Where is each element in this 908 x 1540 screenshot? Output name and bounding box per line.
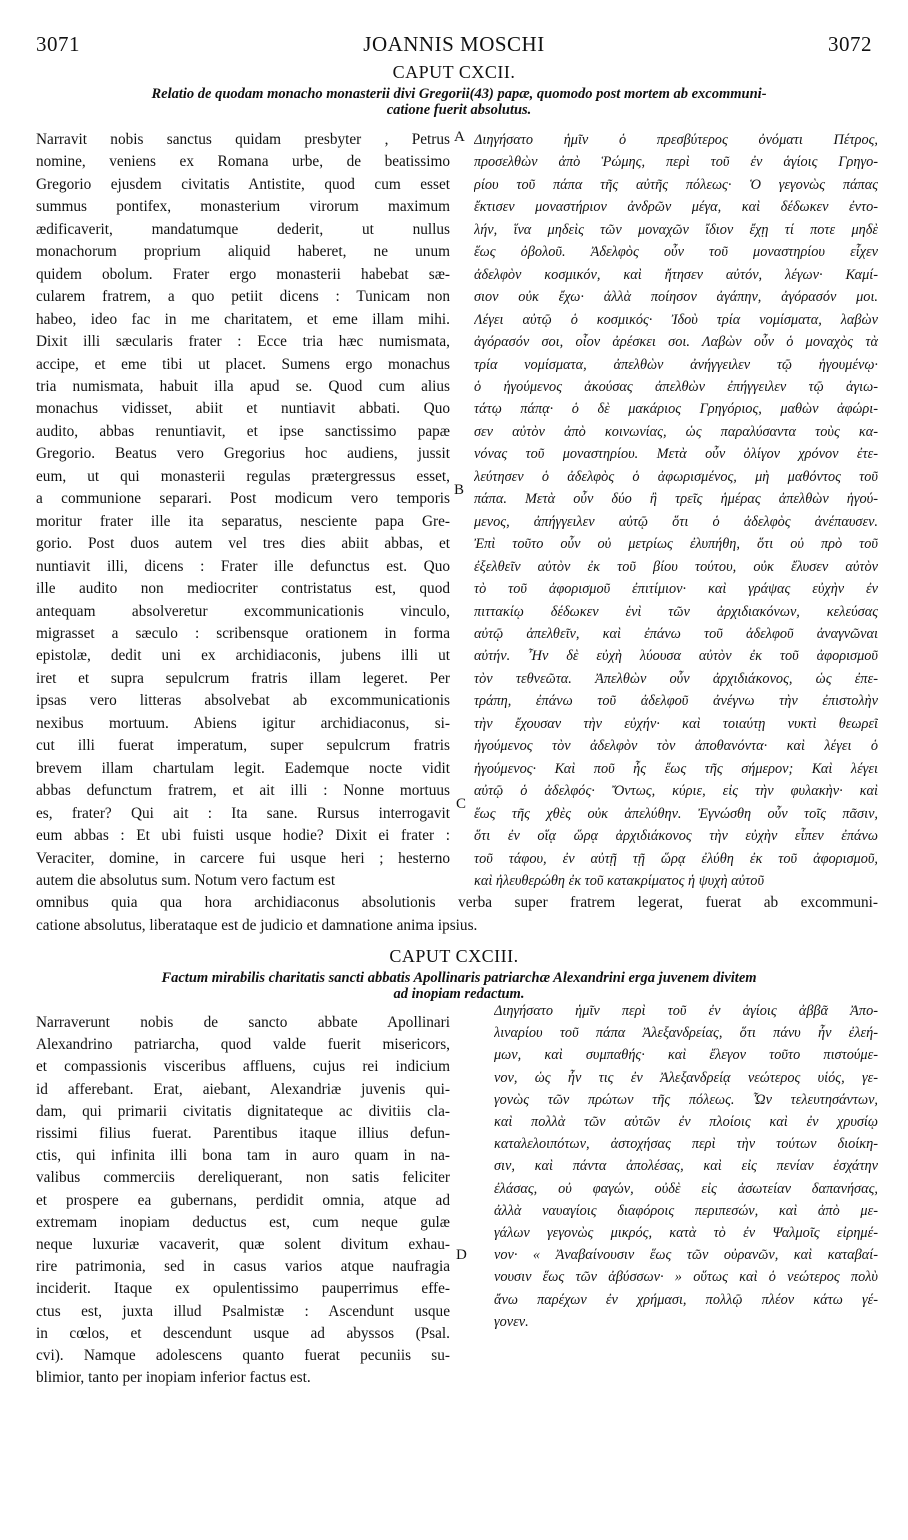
text-line: brevem illam chartulam legit. Eademque nocte vidit [36, 759, 450, 777]
text-line: λιναρίου τοῦ πάπα Ἀλεξανδρείας, ὅτι πάνυ ἦν ἐλεή- [494, 1025, 878, 1042]
text-line: omnibus quia qua hora archidiaconus absolutionis verba super fratrem legerat, fuerat ab excommuni- [36, 894, 878, 911]
text-line: Dixit illi sæcularis frater : Ecce tria hæc numismata, [36, 333, 450, 351]
latin-column [36, 129, 450, 892]
chapter-title-192 [40, 86, 878, 118]
text-line: eum, ut qui monasterii regulas prætergressus esset, [36, 467, 450, 485]
text-line: catione absolutus, liberataque est de judicio et damnatione anima ipsius. [36, 916, 478, 934]
text-line: ædificaverit, mandatumque dederit, ut nullus [36, 220, 450, 238]
text-line: gorio. Post duos autem vel tres dies abiit abbas, et [36, 535, 450, 553]
text-line: epistolæ, dedit uni ex archidiaconis, jubens illi ut [36, 647, 450, 665]
text-line: Narraverunt nobis de sancto abbate Apollinari [36, 1014, 450, 1031]
text-line: νον· « Ἀναβαίνουσιν ἕως τῶν οὐρανῶν, καὶ καταβαί- [494, 1247, 878, 1264]
running-title: JOANNIS MOSCHI [363, 32, 545, 56]
text-line: Veraciter, domine, in carcere fui usque heri ; hesterno [36, 849, 450, 867]
running-header [36, 32, 872, 56]
margin-letter-c: C [456, 796, 467, 812]
text-line: ctus est, juxta illud Psalmistæ : Ascendunt usque [36, 1302, 450, 1320]
text-line: αὐτήν. Ἦν δὲ εὐχὴ λύουσα αὐτὸν ἐκ τοῦ ἀφορισμοῦ [474, 648, 878, 665]
margin-letter-b: B [454, 482, 465, 498]
text-line: ἀγόρασόν σοι, οἷον ἀρέσκει σοι. Λαβὼν οὖν ὁ μοναχὸς τὰ [474, 334, 878, 351]
text-line: et compassionis visceribus affluens, cujus rei indicium [36, 1058, 450, 1076]
chapter-title-line: ad inopiam redactum. [393, 986, 525, 1002]
text-line: προσελθὼν ἀπὸ Ῥώμης, περὶ τοῦ ἐν ἁγίοις Γρηγο- [474, 154, 878, 171]
text-line: ἐξελθεῖν αὐτὸν ἐκ τοῦ βίου τούτου, οὐκ ἔλυσεν αὐτὸν [474, 558, 878, 575]
text-line: ἄνω παρέχων ἐν χρήμασι, πολλῷ πλέον κάτω γέ- [494, 1291, 878, 1308]
text-line: σεν αὐτὸν ἀπὸ κοινωνίας, ὡς παραλύσαντα τοὺς κα- [474, 423, 878, 440]
text-line: cut illi fuerat imperatum, super sepulcrum fratris [36, 737, 450, 755]
text-line: νον, ὡς ἦν τις ἐν Ἀλεξανδρείᾳ νεώτερος υἱός, γε- [494, 1069, 878, 1086]
text-line: Ἐπὶ τοῦτο οὖν οὐ μετρίως ἐλυπήθη, ὅτι οὐ πρὸ τοῦ [474, 536, 878, 553]
text-line: nuntiavit illi, dicens : Frater ille defunctus est. Quo [36, 557, 450, 575]
text-line: antequam absolveretur excommunicationis vinculo, [36, 602, 450, 620]
text-line: καὶ ἠλευθερώθη ἐκ τοῦ κατακρίματος ἡ ψυχὴ αὐτοῦ [474, 872, 765, 889]
text-line: μων, καὶ συμπαθής· καὶ ἔλεγον τοῦτο πιστούμε- [494, 1047, 878, 1064]
text-line: ἀδελφὸν κοσμικόν, καὶ ἤτησεν αὐτόν, λέγων· Καμί- [474, 266, 878, 283]
text-line: τὸν τεθνεῶτα. Ἀπελθὼν οὖν ἀρχιδιάκονος, ὡς ἐπε- [474, 670, 878, 687]
latin-column [36, 1012, 450, 1389]
text-line: Gregorio ejusdem civitatis Antistite, quod cum esset [36, 175, 450, 193]
text-line: ἡγούμενος· Καὶ ποῦ ἧς ἕως τῆς σήμερον; Καὶ λέγει [474, 760, 878, 777]
text-line: id afferebant. Erat, aiebant, Alexandriæ juvenis qui- [36, 1080, 450, 1098]
text-line: accipe, et eme tibi ut placet. Sumens ergo monachus [36, 355, 450, 373]
text-line: μενος, ἀπήγγειλεν αὐτῷ ὅτι ὁ ἀδελφὸς ἀνέπαυσεν. [474, 513, 878, 530]
text-line: summus pontifex, monasterium virorum maximum [36, 198, 450, 216]
text-line: σιν, καὶ πάντα ἀπολέσας, καὶ εἰς πενίαν ἐσχάτην [494, 1158, 878, 1175]
text-line: rire patrimonia, sed in casus varios atque naufragia [36, 1258, 450, 1276]
text-line: τὸ τοῦ ἀφορισμοῦ ἐπιτίμιον· καὶ γράψας εὐχὴν ἐν [474, 581, 878, 598]
text-line: σιον οὐκ ἔχω· ἀλλὰ ποίησον ἀγάπην, ἀγόρασόν μοι. [474, 289, 878, 306]
chapter-heading-192: CAPUT CXCII. [392, 62, 516, 82]
text-line: ἡγούμενος τὸν ἀδελφὸν τὸν ἀποθανόντα· καὶ λέγει ὁ [474, 738, 878, 755]
page-number-right: 3072 [828, 32, 872, 56]
page-number-left: 3071 [36, 32, 80, 56]
text-line: quidem obolum. Frater ergo monasterii habebat sæ- [36, 265, 450, 283]
text-line: ἕως τῆς χθὲς οὐκ ἀπελύθην. Ἐγνώσθη οὖν τοῖς πᾶσιν, [474, 805, 878, 822]
text-line: ὁ ἡγούμενος ἀκούσας ἀπελθὼν ἐπήγγειλεν τῷ ἁγιω- [474, 378, 878, 395]
text-line: ipsas vero litteras absolvebat ab excommunicationis [36, 692, 450, 710]
text-line: autem die absolutus sum. Notum vero factum est [36, 871, 336, 889]
text-line: γάλων γεγονὼς μικρός, κατὰ τὸ ἐν Ψαλμοῖς εἰρημέ- [494, 1225, 878, 1242]
margin-letter-a: A [454, 129, 465, 145]
text-line: cvi). Namque adolescens quanto fuerat pecuniis su- [36, 1347, 450, 1365]
text-line: ἐλάσας, οὐ φαγών, οὐδὲ εἰς ἀσωτείαν δαπανήσας, [494, 1180, 878, 1197]
text-line: λήν, ἵνα μηδεὶς τῶν μοναχῶν ἴδιον ἔχῃ τί ποτε μηδὲ [474, 221, 878, 238]
text-line: νουσιν ἕως τῶν ἀβύσσων· » οὕτως καὶ ὁ νεώτερος πολὺ [494, 1269, 878, 1286]
text-line: γονὼς τῶν πρώτων τῆς πόλεως. Ὧν τελευτησάντων, [494, 1091, 878, 1108]
text-line: valibus commerciis dereliquerant, non satis feliciter [36, 1169, 450, 1187]
text-line: καταλελοιπότων, ἀστοχήσας περὶ τὴν τούτων διοίκη- [494, 1136, 878, 1153]
chapter-title-line: Relatio de quodam monacho monasterii divi Gregorii(43) papæ, quomodo post mortem ab excommuni- [151, 86, 767, 102]
text-line: ρίου τοῦ πάπα τῆς αὐτῆς πόλεως· Ὁ γεγονὼς πάπας [474, 176, 878, 193]
text-line: blimior, tanto per inopiam inferior factus est. [36, 1369, 311, 1387]
text-line: γονεν. [494, 1313, 529, 1330]
chapter-title-193 [40, 970, 878, 1002]
chapter-heading-193: CAPUT CXCIII. [389, 946, 519, 966]
text-line: es, frater? Qui ait : Ita sane. Rursus interrogavit [36, 804, 450, 822]
text-line: καὶ πολλὰ τῶν αὐτῶν ἐν πλοίοις καὶ ἐν χρυσίῳ [494, 1114, 878, 1131]
text-line: αὐτῷ ὁ ἀδελφός· Ὄντως, κύριε, εἰς τὴν φυλακὴν· καὶ [474, 783, 878, 800]
text-line: nexibus mortuum. Abiens igitur archidiaconus, si- [36, 714, 450, 732]
text-line: τάτῳ πάπᾳ· ὁ δὲ μακάριος Γρηγόριος, μαθὼν ἀφώρι- [474, 401, 878, 418]
full-width-text [36, 892, 878, 937]
text-line: Alexandrino patriarcha, quod valde fuerit misericors, [36, 1036, 450, 1054]
text-line: Διηγήσατο ἡμῖν ὁ πρεσβύτερος ὀνόματι Πέτρος, [474, 132, 878, 148]
text-line: eum abbas : Et ubi fuisti usque hodie? Dixit ei frater : [36, 827, 450, 845]
chapter-title-line: catione fuerit absolutus. [386, 102, 532, 118]
text-line: ctis, qui infinita illi bona tam in auro quam in na- [36, 1147, 450, 1165]
text-line: τοῦ τάφου, ἐν αὐτῇ τῇ ὥρᾳ ἐλύθη ἐκ τοῦ ἀφορισμοῦ, [474, 850, 878, 867]
text-line: cularem fratrem, a quo petiit dicens : Tunicam non [36, 288, 450, 306]
text-line: ἕως ὀβολοῦ. Ἀδελφὸς οὖν τοῦ μοναστηρίου εἶχεν [474, 244, 878, 261]
text-line: rissimi filius fuerat. Parentibus itaque illius defun- [36, 1125, 450, 1143]
text-line: tria numismata, habuit illa apud se. Quod cum alius [36, 377, 450, 395]
text-line: in cœlos, et descendunt usque ad abyssos (Psal. [36, 1324, 450, 1342]
text-line: extremam inopiam deductus est, cum neque gulæ [36, 1213, 450, 1231]
text-line: Gregorio. Beatus vero Gregorius hoc audiens, jussit [36, 445, 450, 463]
greek-column [474, 129, 878, 892]
text-line: πιττακίῳ δέδωκεν ἑνὶ τῶν ἀρχιδιακόνων, κελεύσας [474, 603, 878, 620]
text-line: αὐτῷ ἀπελθεῖν, καὶ ἐπάνω τοῦ ἀδελφοῦ ἀναγνῶναι [474, 625, 878, 642]
text-line: audito, abbas renuntiavit, et ipse sanctissimo papæ [36, 422, 450, 440]
text-line: neque luxuriæ vacaverit, quæ solent divitum exhau- [36, 1236, 450, 1254]
chapter-title-line: Factum mirabilis charitatis sancti abbatis Apollinaris patriarchæ Alexandrini erga juvenem divitem [161, 970, 757, 986]
text-line: ἔκτισεν μοναστήριον ἀνδρῶν μέγα, καὶ δέδωκεν ἐντο- [474, 199, 878, 216]
text-line: ἀλλὰ ναυαγίοις διαφόροις περιπεσών, καὶ ἀπὸ με- [494, 1202, 878, 1219]
text-line: Λέγει αὐτῷ ὁ κοσμικός· Ἰδοὺ τρία νομίσματα, λαβὼν [474, 311, 878, 328]
text-line: Διηγήσατο ἡμῖν περὶ τοῦ ἐν ἁγίοις ἀββᾶ Ἀπο- [494, 1003, 878, 1019]
text-line: τρία νομίσματα, ἀπελθὼν ἀνήγγειλεν τῷ ἡγουμένῳ· [474, 356, 878, 373]
text-line: dam, qui primarii civitatis dignitateque ac divitiis cla- [36, 1102, 450, 1120]
text-line: iret et supra sepulcrum fratris illam legeret. Per [36, 669, 450, 687]
greek-column [494, 1000, 878, 1333]
margin-letter-d: D [456, 1247, 467, 1263]
text-line: τὴν ἔχουσαν τὴν εὐχήν· καὶ τοιαύτῃ νυκτὶ θεωρεῖ [474, 715, 878, 732]
text-line: a communione separari. Post modicum vero temporis [36, 490, 450, 508]
text-line: ὅτι ἐν οἵᾳ ὥρᾳ ἀρχιδιάκονος τὴν εὐχὴν εἶπεν ἐπάνω [474, 828, 878, 845]
text-line: inciderit. Itaque ex opulentissimo pauperrimus effe- [36, 1280, 450, 1298]
text-line: migrasset a sæculo : scribensque orationem in forma [36, 624, 450, 642]
text-line: νόνας τοῦ μοναστηρίου. Μετὰ οὖν ὀλίγον χρόνον ἐτε- [474, 446, 878, 463]
text-line: λεύτησεν ὁ ἀδελφὸς ὁ ἀφωρισμένος, μὴ μαθόντος τοῦ [474, 468, 878, 485]
text-line: monachus vidisset, abiit et nuntiavit abbati. Quo [36, 400, 450, 418]
text-line: πάπα. Μετὰ οὖν δύο ἢ τρεῖς ἡμέρας ἀπελθὼν ἡγού- [474, 491, 878, 508]
text-line: τράπη, ἐπάνω τοῦ ἀδελφοῦ ἀνέγνω τὴν ἐπιστολὴν [474, 693, 878, 710]
text-line: et prospere ea gubernans, perdidit omnia, atque ad [36, 1191, 450, 1209]
text-line: moritur frater ille ita separatus, nesciente papa Gre- [36, 512, 450, 530]
text-line: nomine, veniens ex Romana urbe, de beatissimo [36, 153, 450, 171]
text-line: ille audito non mediocriter contristatus est, quod [36, 580, 450, 598]
text-line: Narravit nobis sanctus quidam presbyter , Petrus [36, 131, 450, 148]
text-line: habeo, ideo fac in me charitatem, et eme illam mihi. [36, 310, 450, 328]
text-line: abbas defunctum fratrem, et ait illi : Nonne mortuus [36, 782, 450, 800]
text-line: monachorum proprium aliquid haberet, ne unum [36, 243, 450, 261]
